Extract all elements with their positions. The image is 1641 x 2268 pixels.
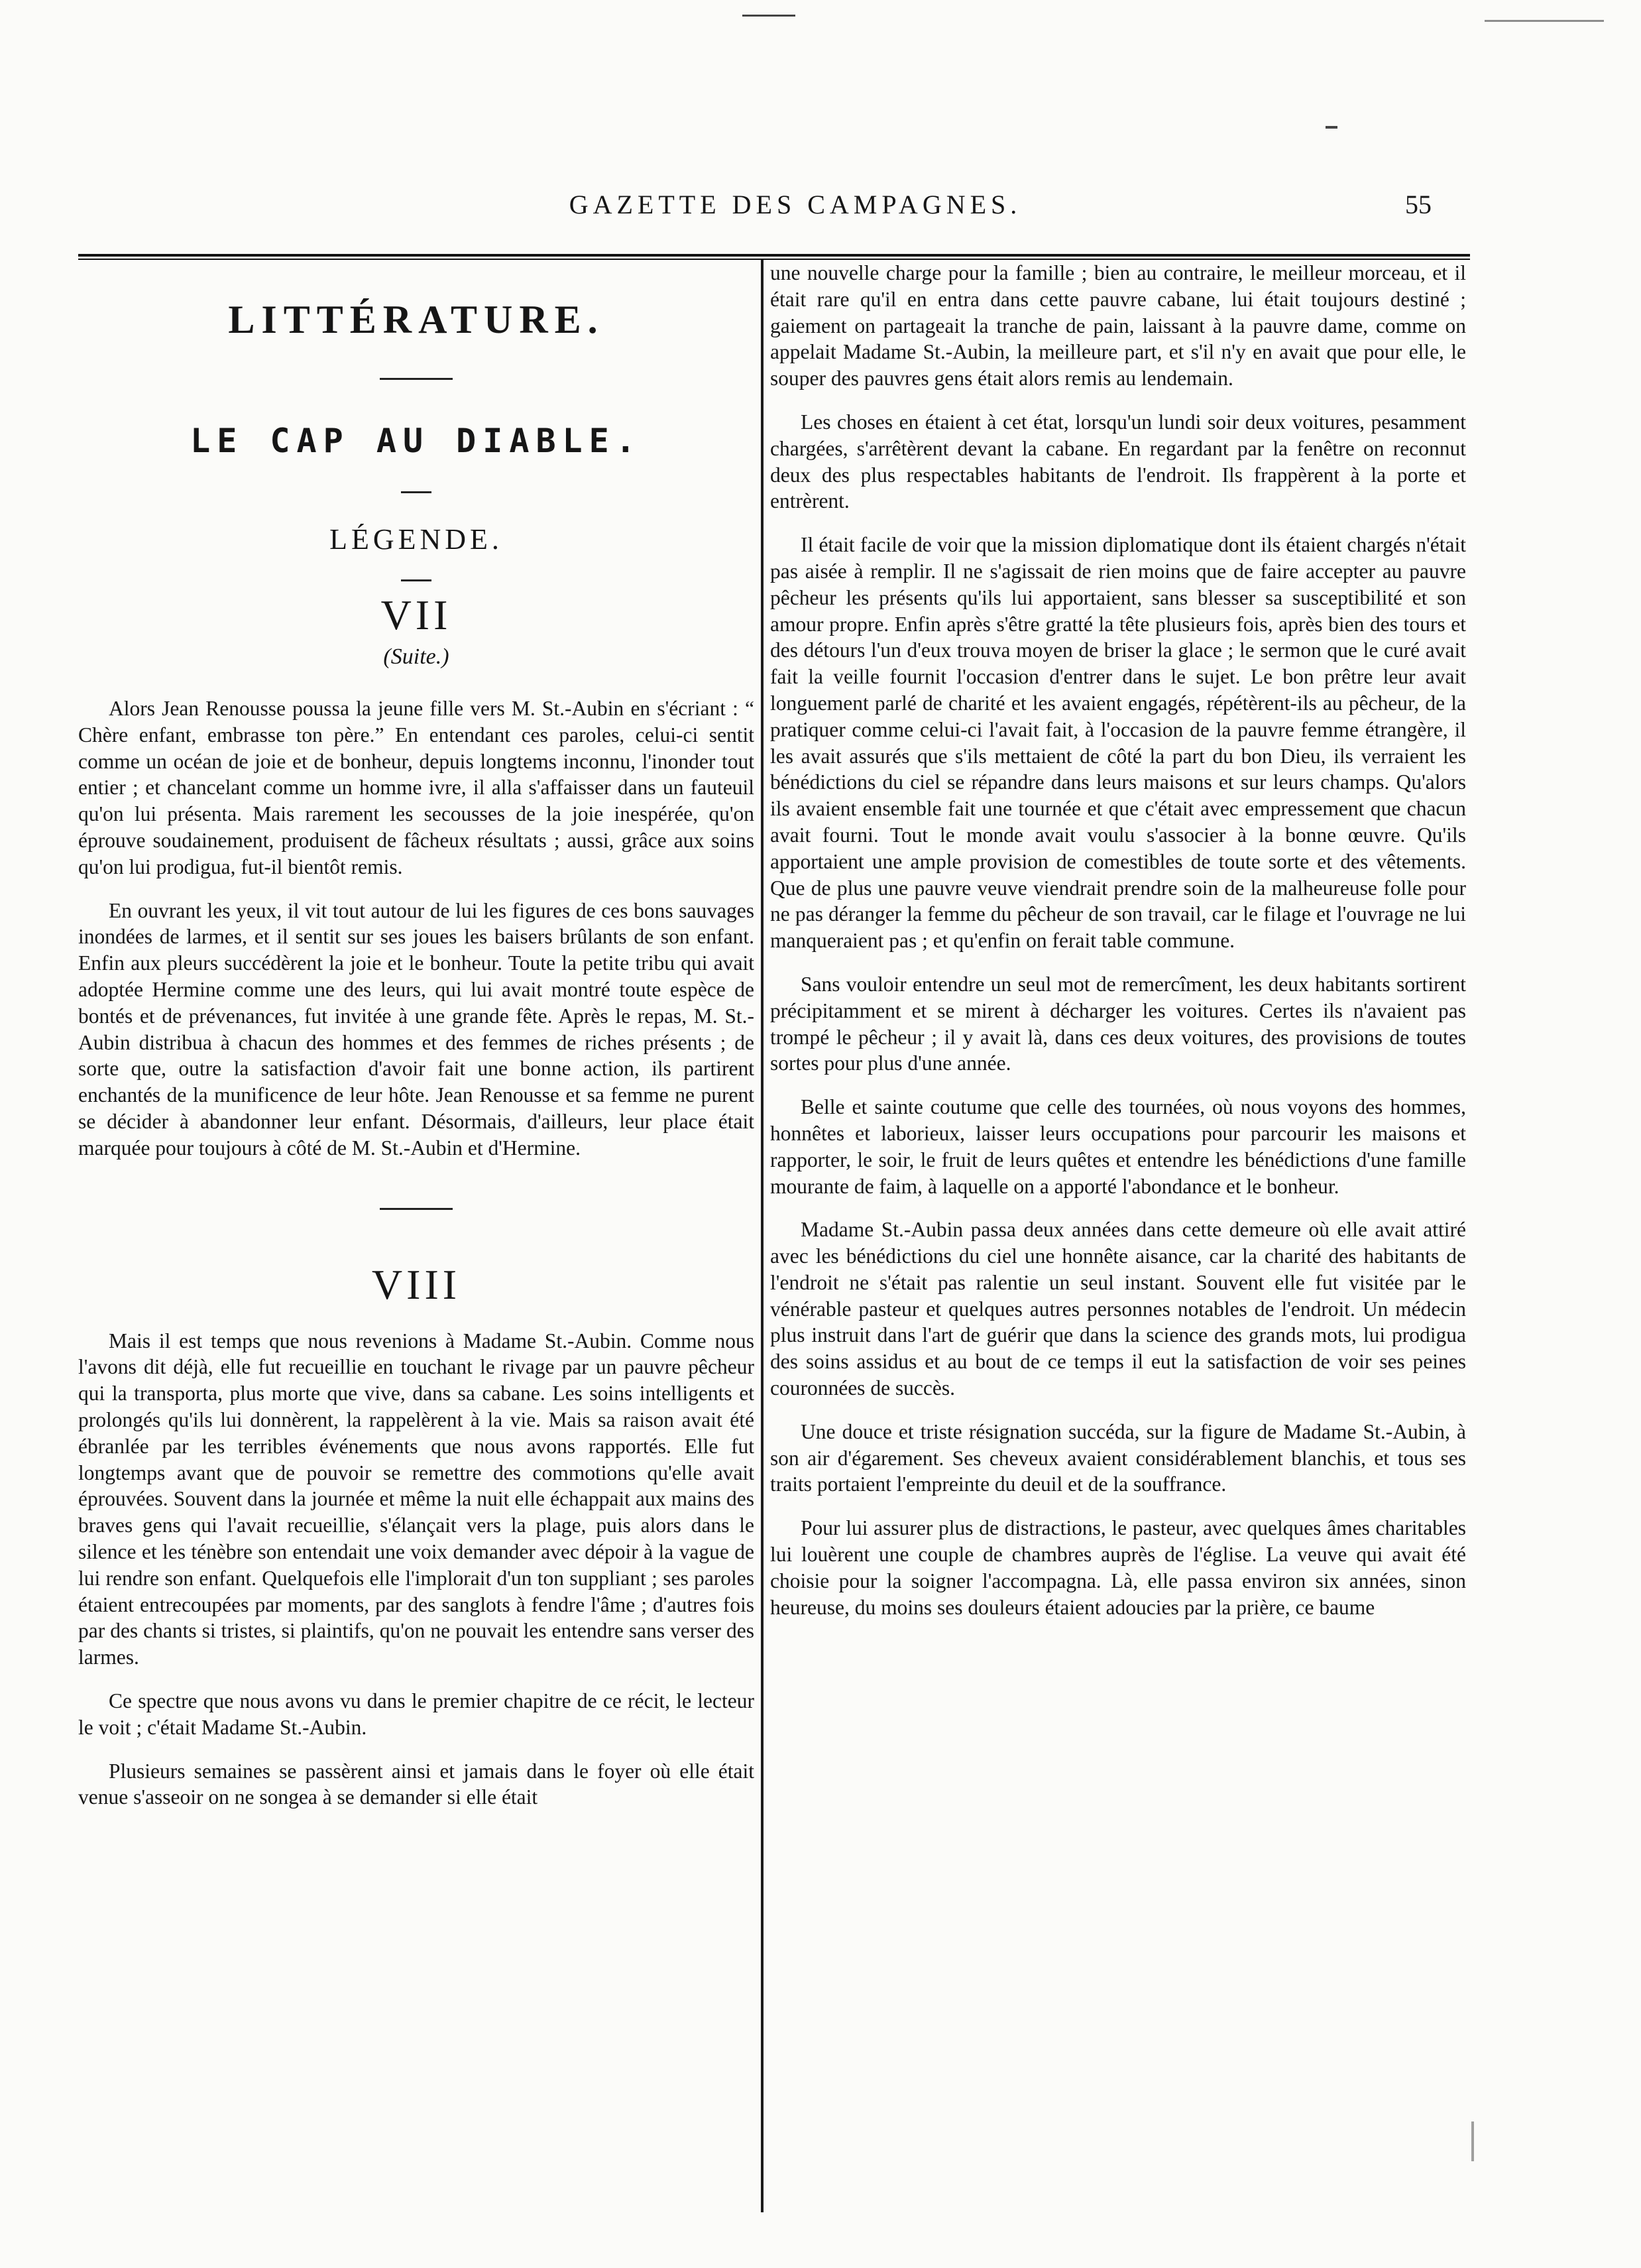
paragraph: Les choses en étaient à cet état, lorsqu'un lundi soir deux voitures, pesamment chargées, s'arrêtèrent devant la cabane. En regardant par la fenêtre on reconnut deux des plus respectables habitants de l'endroit. Ils frappèrent à la porte et entrèrent. (770, 410, 1466, 513)
scan-artifact (1485, 20, 1604, 22)
genre-heading: LÉGENDE. (329, 523, 503, 556)
scan-artifact (1471, 2121, 1474, 2161)
chapter-subtitle: (Suite.) (383, 644, 449, 669)
paragraph: Madame St.-Aubin passa deux années dans cette demeure où elle avait attiré avec les bénédictions du ciel une honnête aisance, car la charité des habitants de l'endroit ne s'était pas ralentie un seul instant. Souvent elle fut visitée par le vénérable pasteur et quelques autres personnes notables de l'endroit. Un médecin plus instruit dans l'art de guérir que dans la science des grands mots, lui prodigua des soins assidus et au bout de ce temps il eut la satisfaction de voir ses peines couronnées de succès. (770, 1218, 1466, 1400)
divider (380, 1208, 453, 1210)
header-rule-thick (78, 254, 1470, 257)
divider (380, 378, 453, 380)
paragraph: Alors Jean Renousse poussa la jeune fille vers M. St.-Aubin en s'écriant : “ Chère enfant, embrasse ton père.” En entendant ces paroles, celui-ci sentit comme un océan de joie et de bonheur, depuis longtems inconnu, l'inonder tout entier ; et chancelant comme un homme ivre, il alla s'affaisser dans un fauteuil qu'on lui présenta. Mais rarement les secousses de la joie inespérée, qu'on éprouve soudainement, produisent de fâcheux résultats ; aussi, grâce aux soins qu'on lui prodigua, fut-il bientôt remis. (78, 697, 754, 878)
scan-artifact (1326, 126, 1337, 129)
paragraph: Pour lui assurer plus de distractions, le pasteur, avec quelques âmes charitables lui louèrent une couple de chambres auprès de l'église. La veuve qui avait été choisie pour la soigner l'accompagna. Là, elle passa environ six années, sinon heureuse, du moins ses douleurs étaient adoucies par la prière, ce baume (770, 1516, 1466, 1619)
scan-artifact (742, 15, 795, 17)
paragraph: Une douce et triste résignation succéda, sur la figure de Madame St.-Aubin, à son air d'égarement. Ses cheveux avaient considérablement blanchis, et tous ses traits portaient l'empreinte du deuil et de la souffrance. (770, 1419, 1466, 1496)
paragraph: une nouvelle charge pour la famille ; bien au contraire, le meilleur morceau, et il était rare qu'il en entra dans cette pauvre cabane, lui était toujours destiné ; gaiement on partageait la tranche de pain, laissant à la pauvre dame, comme on appelait Madame St.-Aubin, la meilleure part, et s'il n'y en avait que pour elle, le souper des pauvres gens était alors remis au lendemain. (770, 261, 1466, 390)
paragraph: Il était facile de voir que la mission diplomatique dont ils étaient chargés n'était pas aisée à remplir. Il ne s'agissait de rien moins que de faire accepter au pauvre pêcheur les présents qu'ils lui apportaient, sans blesser sa susceptibilité et son amour propre. Enfin après s'être gratté la tête plusieurs fois, après bien des tours et des détours l'un d'eux trouva moyen de briser la glace ; le sermon que le curé avait fait la veille fournit l'occasion d'entrer dans le sujet. Le bon prêtre leur avait longuement parlé de charité et les avaient engagés, répétèrent-ils au pêcheur, de la pratiquer comme celui-ci l'avait fait, à l'occasion de la pauvre femme étrangère, il les avait assurés que s'ils mettaient de côté la part du bon Dieu, ils verraient les bénédictions du ciel se répandre dans leurs maisons et sur leurs champs. Qu'alors ils avaient ensemble fait une tournée et que c'était avec empressement que chacun avait fourni. Tout le monde avait voulu s'associer à la bonne œuvre. Qu'ils apportaient une ample provision de comestibles de toute sorte et des vêtements. Que de plus une pauvre veuve viendrait prendre soin de la malheureuse folle pour ne pas déranger la femme du pêcheur de son travail, car le filage et l'ouvrage ne lui manqueraient pas ; et qu'enfin on ferait table commune. (770, 533, 1466, 953)
paragraph: Mais il est temps que nous revenions à Madame St.-Aubin. Comme nous l'avons dit déjà, elle fut recueillie en touchant le rivage par un pauvre pêcheur qui la transporta, plus morte que vive, dans sa cabane. Les soins intelligents et prolongés qu'ils lui donnèrent, la rappelèrent à la vie. Mais sa raison avait été ébranlée par les terribles événements que nous avons rapportés. Elle fut longtemps avant que de pouvoir se remettre des commotions qu'elle avait éprouvées. Souvent dans la journée et même la nuit elle échappait aux mains des braves gens qui l'avait recueillie, s'élançait vers la plage, puis alors dans le silence et les ténèbre son entendait une voix demander avec dépoir à la vague de lui rendre son enfant. Quelquefois elle l'implorait d'un ton suppliant ; ses paroles étaient entrecoupées par moments, par des sanglots à fendre l'âme ; d'autres fois par des chants si tristes, si plaintifs, qu'on ne pouvait les entendre sans verser des larmes. (78, 1329, 754, 1669)
divider (401, 579, 431, 581)
story-title: LE CAP AU DIABLE. (190, 422, 642, 460)
running-header (0, 189, 1641, 229)
running-title: GAZETTE DES CAMPAGNES. (569, 190, 1022, 219)
page-number: 55 (1405, 190, 1432, 219)
divider (401, 491, 431, 493)
section-title: LITTÉRATURE. (228, 298, 604, 341)
paragraph: Plusieurs semaines se passèrent ainsi et jamais dans le foyer où elle était venue s'asseoir on ne songea à se demander si elle était (78, 1759, 754, 1809)
paragraph: Sans vouloir entendre un seul mot de remercîment, les deux habitants sortirent précipitamment et se mirent à décharger les voitures. Certes ils n'avaient pas trompé le pêcheur ; il y avait là, dans ces deux voitures, des provisions de toutes sortes pour plus d'une année. (770, 972, 1466, 1075)
right-column (770, 260, 1466, 1638)
paragraph: Ce spectre que nous avons vu dans le premier chapitre de ce récit, le lecteur le voit ; c'était Madame St.-Aubin. (78, 1689, 754, 1739)
chapter-vii-heading: VII (380, 591, 452, 638)
column-rule (761, 260, 764, 2212)
chapter-viii-heading: VIII (371, 1260, 461, 1308)
left-column (78, 260, 754, 1828)
paragraph: Belle et sainte coutume que celle des tournées, où nous voyons des hommes, honnêtes et laborieux, laisser leurs occupations pour parcourir les maisons et rapporter, le soir, le fruit de leurs quêtes et entendre les bénédictions d'une famille mourante de faim, à laquelle on a apporté l'abondance et le bonheur. (770, 1095, 1466, 1198)
paragraph: En ouvrant les yeux, il vit tout autour de lui les figures de ces bons sauvages inondées de larmes, et il sentit sur ses joues les baisers brûlants de son enfant. Enfin aux pleurs succédèrent la joie et le bonheur. Toute la petite tribu qui avait adoptée Hermine comme une des leurs, qui lui avait montré toute espèce de bontés et de prévenances, fut invitée à une grande fête. Après le repas, M. St.-Aubin distribua à chacun des hommes et des femmes de riches présents ; de sorte que, outre la satisfaction d'avoir fait une bonne action, ils partirent enchantés de la munificence de leur hôte. Jean Renousse et sa femme ne purent se décider à abandonner leur enfant. Désormais, d'ailleurs, leur place était marquée pour toujours à côté de M. St.-Aubin et d'Hermine. (78, 898, 754, 1160)
